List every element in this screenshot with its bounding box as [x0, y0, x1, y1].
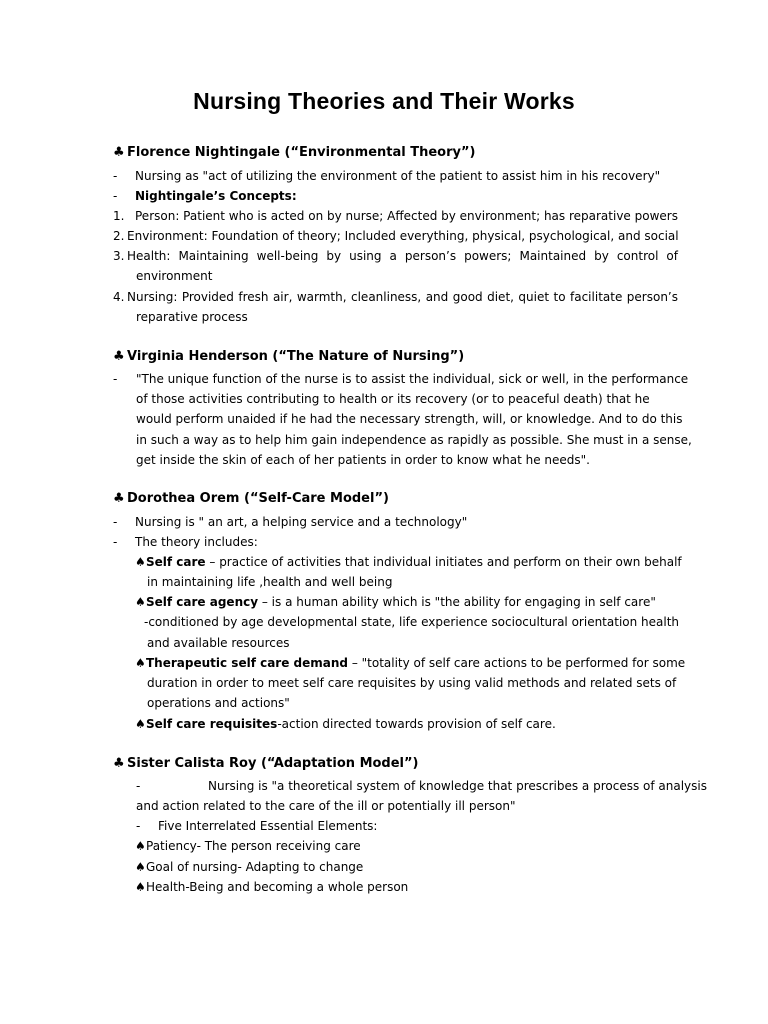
- list-item-continuation: and available resources: [147, 636, 290, 650]
- list-item: ♠Self care agency – is a human ability which is "the ability for engaging in self care": [135, 595, 656, 609]
- spade-bullet-icon: ♠: [135, 656, 146, 670]
- page-title: Nursing Theories and Their Works: [193, 88, 575, 114]
- list-item: 3. Health: Maintaining well-being by using a person’s powers; Maintained by control of: [113, 249, 678, 263]
- orem-definition: - Nursing is " an art, a helping service and a technology": [113, 515, 468, 529]
- list-item: ♠Therapeutic self care demand – "totality of self care actions to be performed for some: [135, 656, 686, 670]
- roy-elements-label: - Five Interrelated Essential Elements:: [136, 819, 378, 833]
- henderson-dash: -: [113, 372, 118, 386]
- spade-bullet-icon: ♠: [135, 595, 146, 609]
- spade-bullet-icon: ♠: [135, 839, 146, 853]
- club-bullet-icon: ♣: [113, 349, 125, 364]
- club-bullet-icon: ♣: [113, 756, 125, 771]
- section-heading-henderson: ♣ Virginia Henderson (“The Nature of Nursing”): [113, 349, 465, 364]
- orem-includes: - The theory includes:: [113, 535, 258, 549]
- section-heading-roy: ♣ Sister Calista Roy (“Adaptation Model”): [113, 756, 419, 771]
- henderson-quote-line: get inside the skin of each of her patients in order to know what he needs".: [136, 453, 590, 467]
- spade-bullet-icon: ♠: [135, 860, 146, 874]
- list-item: 2. Environment: Foundation of theory; Included everything, physical, psychological, and social: [113, 229, 679, 243]
- list-item: ♠Patiency- The person receiving care: [135, 839, 361, 853]
- henderson-quote-line: in such a way as to help him gain independence as rapidly as possible. She must in a sense,: [136, 433, 692, 447]
- list-item-continuation: in maintaining life ,health and well being: [147, 575, 393, 589]
- nightingale-concepts-label: - Nightingale’s Concepts:: [113, 189, 297, 203]
- list-item: 1. Person: Patient who is acted on by nurse; Affected by environment; has reparative powers: [113, 209, 678, 223]
- henderson-quote-line: would perform unaided if he had the necessary strength, will, or knowledge. And to do this: [136, 412, 683, 426]
- roy-definition-continuation: and action related to the care of the ill or potentially ill person": [136, 799, 516, 813]
- list-item: ♠Self care requisites-action directed towards provision of self care.: [135, 717, 556, 731]
- list-item: ♠Health-Being and becoming a whole person: [135, 880, 409, 894]
- henderson-quote-line: of those activities contributing to health or its recovery (or to peaceful death) that he: [136, 392, 650, 406]
- list-item: ♠Self care – practice of activities that individual initiates and perform on their own behalf: [135, 555, 682, 569]
- spade-bullet-icon: ♠: [135, 555, 146, 569]
- spade-bullet-icon: ♠: [135, 717, 146, 731]
- spade-bullet-icon: ♠: [135, 880, 146, 894]
- list-item-continuation: -conditioned by age developmental state, life experience sociocultural orientation health: [144, 615, 680, 629]
- list-item-continuation: environment: [136, 269, 213, 283]
- club-bullet-icon: ♣: [113, 145, 125, 160]
- roy-dash: -: [136, 779, 141, 793]
- list-item-continuation: duration in order to meet self care requisites by using valid methods and related sets of: [147, 676, 677, 690]
- nightingale-definition: - Nursing as "act of utilizing the environment of the patient to assist him in his recovery": [113, 169, 661, 183]
- list-item-continuation: operations and actions": [147, 696, 290, 710]
- list-item: ♠Goal of nursing- Adapting to change: [135, 860, 364, 874]
- section-heading-nightingale: ♣ Florence Nightingale (“Environmental Theory”): [113, 145, 476, 160]
- list-item: 4. Nursing: Provided fresh air, warmth, cleanliness, and good diet, quiet to facilitate person’s: [113, 290, 678, 304]
- club-bullet-icon: ♣: [113, 491, 125, 506]
- section-heading-orem: ♣ Dorothea Orem (“Self-Care Model”): [113, 491, 389, 506]
- henderson-quote-line: "The unique function of the nurse is to assist the individual, sick or well, in the performance: [136, 372, 689, 386]
- list-item-continuation: reparative process: [136, 310, 248, 324]
- roy-definition: Nursing is "a theoretical system of knowledge that prescribes a process of analysis: [208, 779, 707, 793]
